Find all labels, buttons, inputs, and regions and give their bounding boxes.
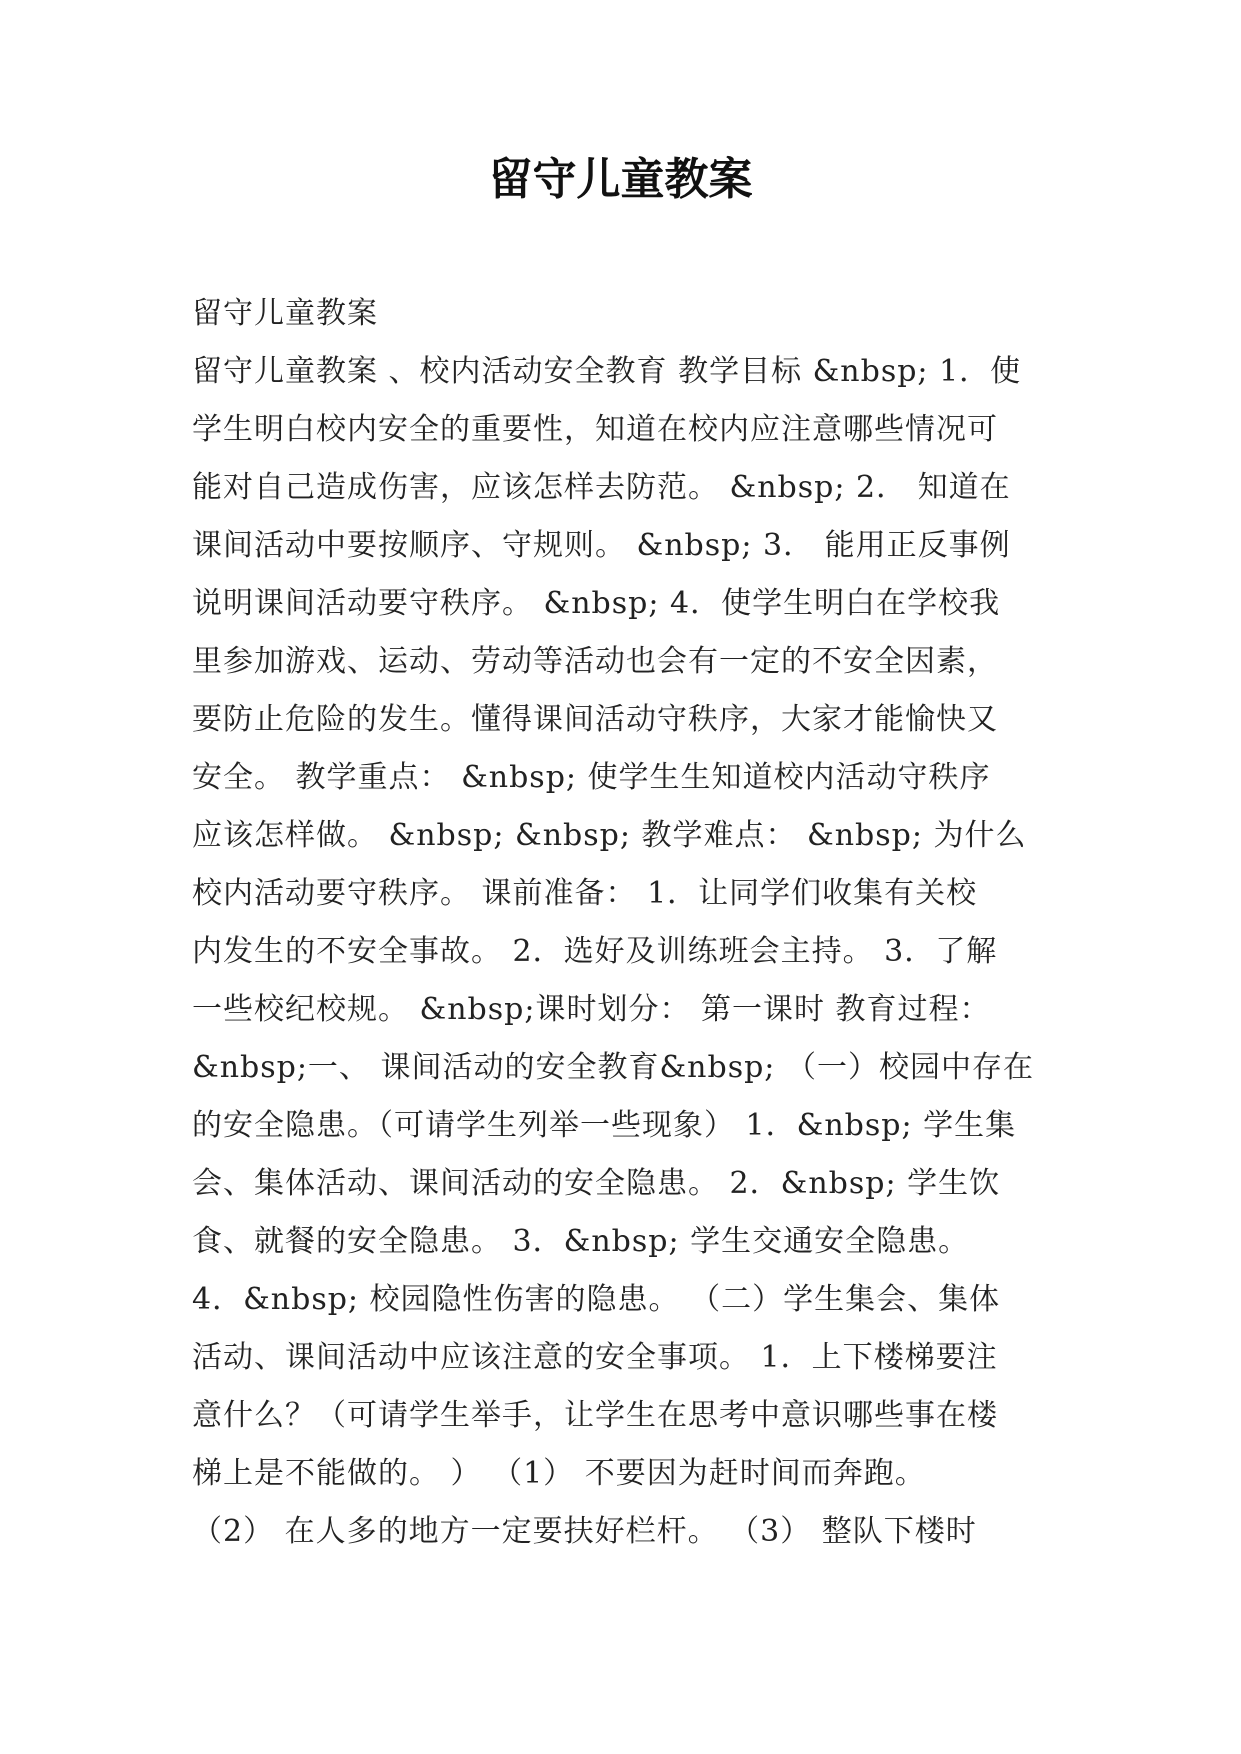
body-line: 校内活动要守秩序。 课前准备： 1．让同学们收集有关校 xyxy=(192,876,978,911)
body-line: 4．&nbsp; 校园隐性伤害的隐患。 （二）学生集会、集体 xyxy=(192,1282,1001,1317)
body-line: 梯上是不能做的。 ） （1） 不要因为赶时间而奔跑。 xyxy=(192,1456,926,1491)
body-line: 能对自己造成伤害，应该怎样去防范。 &nbsp; 2． 知道在 xyxy=(192,470,1011,505)
body-line: 应该怎样做。 &nbsp; &nbsp; 教学难点： &nbsp; 为什么 xyxy=(192,818,1027,853)
body-line: 食、就餐的安全隐患。 3．&nbsp; 学生交通安全隐患。 xyxy=(192,1224,970,1259)
body-line: 学生明白校内安全的重要性，知道在校内应注意哪些情况可 xyxy=(192,412,998,447)
body-line: （2） 在人多的地方一定要扶好栏杆。 （3） 整队下楼时 xyxy=(192,1514,977,1549)
body-line: 里参加游戏、运动、劳动等活动也会有一定的不安全因素， xyxy=(192,644,998,679)
body-line: 会、集体活动、课间活动的安全隐患。 2．&nbsp; 学生饮 xyxy=(192,1166,1001,1201)
body-line: 要防止危险的发生。懂得课间活动守秩序，大家才能愉快又 xyxy=(192,702,998,737)
body-line: 留守儿童教案 xyxy=(192,296,378,331)
body-line: 安全。 教学重点： &nbsp; 使学生生知道校内活动守秩序 xyxy=(192,760,991,795)
body-line: 留守儿童教案 、校内活动安全教育 教学目标 &nbsp; 1．使 xyxy=(192,354,1022,389)
document-body xyxy=(192,285,1048,1561)
body-line: 的安全隐患。（可请学生列举一些现象） 1．&nbsp; 学生集 xyxy=(192,1108,1017,1143)
body-line: 内发生的不安全事故。 2．选好及训练班会主持。 3．了解 xyxy=(192,934,998,969)
body-line: 说明课间活动要守秩序。 &nbsp; 4．使学生明白在学校我 xyxy=(192,586,1001,621)
page-title: 留守儿童教案 xyxy=(488,154,753,205)
body-line: 意什么？（可请学生举手，让学生在思考中意识哪些事在楼 xyxy=(192,1398,998,1433)
body-line: 课间活动中要按顺序、守规则。 &nbsp; 3． 能用正反事例 xyxy=(192,528,1011,563)
body-line: 活动、课间活动中应该注意的安全事项。 1．上下楼梯要注 xyxy=(192,1340,998,1375)
body-line: 一些校纪校规。 &nbsp;课时划分： 第一课时 教育过程： xyxy=(192,992,991,1027)
body-line: &nbsp;一、 课间活动的安全教育&nbsp; （一）校园中存在 xyxy=(192,1050,1034,1085)
